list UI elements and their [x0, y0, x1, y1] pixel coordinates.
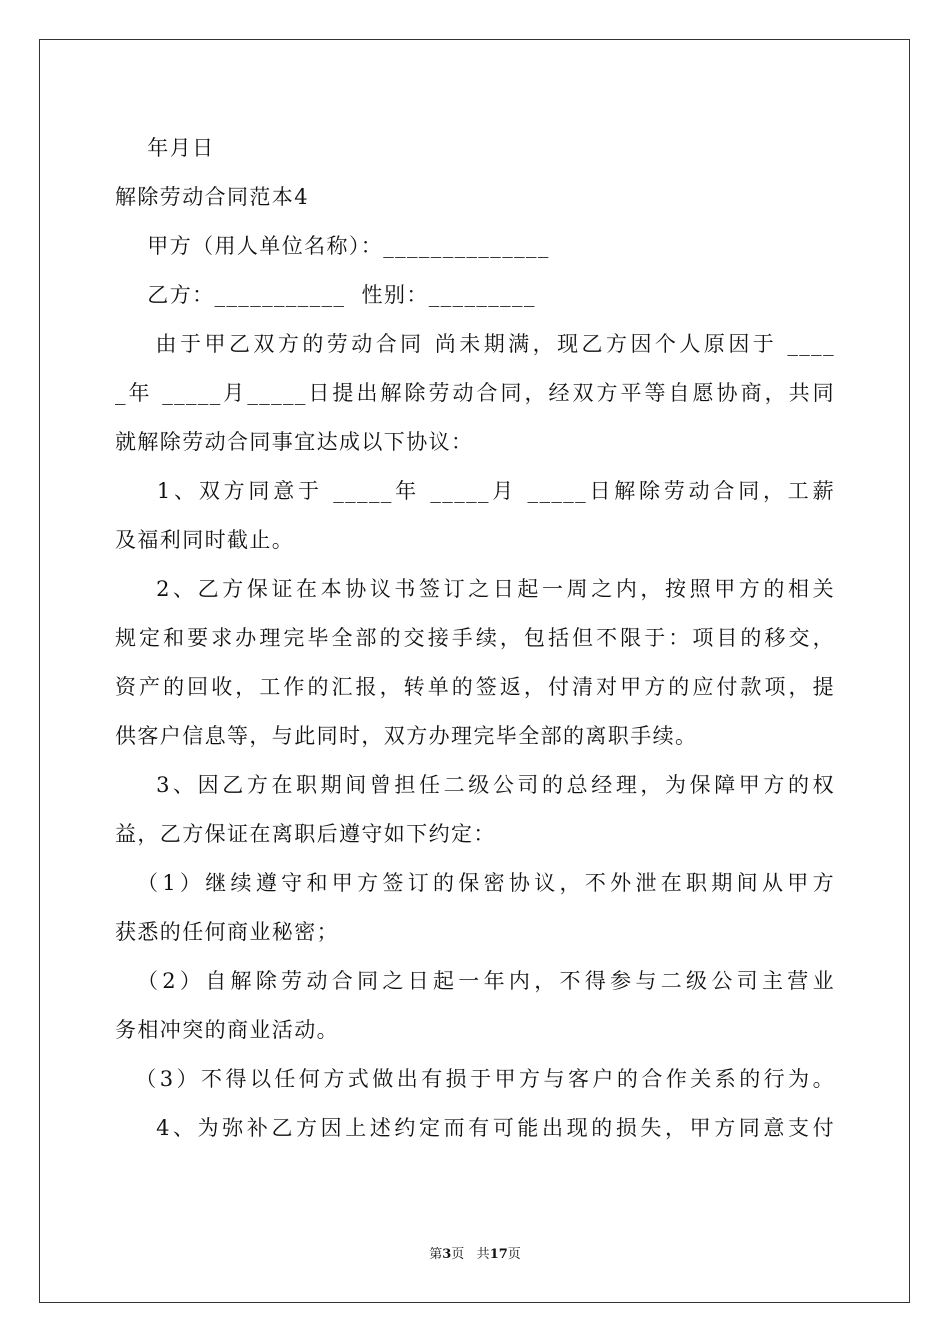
page-suffix: 页	[451, 1247, 465, 1262]
total-suffix: 页	[507, 1247, 521, 1262]
paragraph-line: （2）自解除劳动合同之日起一年内，不得参与二级公司主营业	[115, 969, 835, 993]
page-footer	[0, 1246, 950, 1264]
total-pages: 17	[489, 1247, 508, 1262]
paragraph-line: 供客户信息等，与此同时，双方办理完毕全部的离职手续。	[115, 724, 698, 748]
page-prefix: 第	[429, 1247, 443, 1262]
paragraph-line: （1）继续遵守和甲方签订的保密协议，不外泄在职期间从甲方	[115, 871, 835, 895]
paragraph-line: 2、乙方保证在本协议书签订之日起一周之内，按照甲方的相关	[115, 577, 835, 601]
paragraph-line: _年 _____月_____日提出解除劳动合同，经双方平等自愿协商，共同	[115, 381, 835, 405]
paragraph-line: （3）不得以任何方式做出有损于甲方与客户的合作关系的行为。	[115, 1067, 835, 1091]
paragraph-line: 益，乙方保证在离职后遵守如下约定：	[115, 822, 496, 846]
paragraph-line: 由于甲乙双方的劳动合同 尚未期满，现乙方因个人原因于 ____	[115, 332, 835, 356]
paragraph-line: 1、双方同意于 _____年 _____月 _____日解除劳动合同，工薪	[115, 479, 835, 503]
paragraph-line: 就解除劳动合同事宜达成以下协议：	[115, 430, 474, 454]
page-number: 3	[442, 1247, 452, 1262]
paragraph-line: 及福利同时截止。	[115, 528, 295, 552]
party-b-line: 乙方：___________ 性别：_________	[115, 283, 536, 307]
paragraph-line: 规定和要求办理完毕全部的交接手续，包括但不限于：项目的移交，	[115, 626, 835, 650]
paragraph-line: 获悉的任何商业秘密；	[115, 920, 339, 944]
party-a-line: 甲方（用人单位名称）：______________	[115, 234, 550, 258]
paragraph-line: 务相冲突的商业活动。	[115, 1018, 339, 1042]
paragraph-line: 4、为弥补乙方因上述约定而有可能出现的损失，甲方同意支付	[115, 1116, 835, 1140]
paragraph-line: 资产的回收，工作的汇报，转单的签返，付清对甲方的应付款项，提	[115, 675, 835, 699]
document-title: 解除劳动合同范本4	[115, 185, 309, 209]
date-line: 年月日	[115, 136, 215, 160]
total-prefix: 共	[476, 1247, 490, 1262]
paragraph-line: 3、因乙方在职期间曾担任二级公司的总经理，为保障甲方的权	[115, 773, 835, 797]
document-body	[115, 124, 835, 1153]
